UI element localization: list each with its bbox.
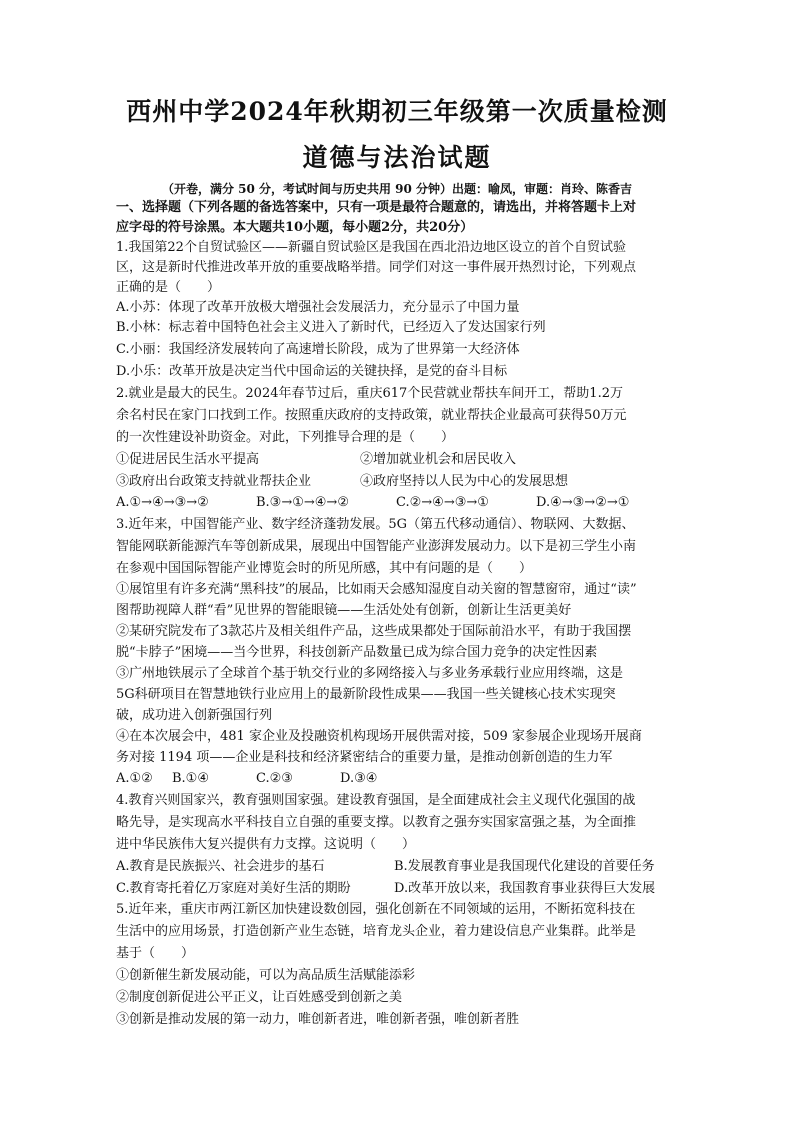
question-5-stem: 基于（ ） [116, 946, 195, 961]
question-3-option-c: C.②③ [256, 771, 293, 786]
question-2-option-d: D.④→③→②→① [536, 495, 630, 510]
question-2-option-c: C.②→④→③→① [396, 495, 489, 510]
question-3-item: ③广州地铁展示了全球首个基于轨交行业的多网络接入与多业务承载行业应用终端，这是 [116, 666, 624, 681]
question-3-item: 脱“卡脖子”困境——当今世界，科技创新产品数量已成为综合国力竞争的决定性因素 [116, 645, 598, 660]
question-3-stem: 智能网联新能源汽车等创新成果，展现出中国智能产业澎湃发展动力。以下是初三学生小南 [116, 539, 637, 554]
question-2-item: ③政府出台政策支持就业帮扶企业 [116, 474, 312, 489]
question-4-stem: 进中华民族伟大复兴提供有力支撑。这说明（ ） [116, 837, 416, 852]
question-4-stem: 4.教育兴则国家兴，教育强则国家强。建设教育强国，是全面建成社会主义现代化强国的战 [116, 793, 636, 808]
question-3-item: ①展馆里有许多充满“黑科技”的展品，比如雨天会感知湿度自动关窗的智慧窗帘，通过“读” [116, 582, 637, 597]
question-2-item: ②增加就业机会和居民收入 [360, 452, 517, 467]
question-1-stem: 区，这是新时代推进改革开放的重要战略举措。同学们对这一事件展开热烈讨论，下列观点 [116, 260, 637, 275]
exam-note: （开卷，满分 50 分，考试时间与历史共用 90 分钟）出题：喻凤，审题：肖玲、陈香吉 [161, 182, 633, 196]
question-4-options [116, 879, 688, 899]
question-3-item: 务对接 1194 项——企业是科技和经济紧密结合的重要力量，是推动创新创造的生力军 [116, 750, 613, 765]
question-5-item: ③创新是推动发展的第一动力，唯创新者进，唯创新者强，唯创新者胜 [116, 1012, 520, 1027]
question-1-option-a: A.小苏：体现了改革开放极大增强社会发展活力，充分显示了中国力量 [116, 300, 520, 315]
question-3-stem: 在参观中国国际智能产业博览会时的所见所感，其中有问题的是（ ） [116, 561, 533, 576]
section-heading: 应字母的符号涂黑。本大题共10小题，每小题2分，共20分） [116, 220, 474, 235]
question-4-options [116, 857, 688, 877]
question-4-option-d: D.改革开放以来，我国教育事业获得巨大发展 [394, 881, 656, 896]
section-heading: 一、选择题（下列各题的备选答案中，只有一项是最符合题意的，请选出，并将答题卡上对 [116, 200, 637, 215]
question-2-stem: 2.就业是最大的民生。2024年春节过后，重庆617个民营就业帮扶车间开工，帮助1.2万 [116, 386, 623, 401]
question-2-stem: 余名村民在家门口找到工作。按照重庆政府的支持政策，就业帮扶企业最高可获得50万元 [116, 408, 627, 423]
question-2-item: ④政府坚持以人民为中心的发展思想 [360, 474, 569, 489]
question-2-option-b: B.③→①→④→② [256, 495, 349, 510]
question-2-items [116, 472, 688, 492]
question-1-option-d: D.小乐：改革开放是决定当代中国命运的关键抉择，是党的奋斗目标 [116, 364, 508, 379]
question-4-option-b: B.发展教育事业是我国现代化建设的首要任务 [394, 859, 655, 874]
question-3-option-b: B.①④ [172, 771, 209, 786]
question-3-options [116, 769, 688, 789]
question-3-item: 破，成功进入创新强国行列 [116, 708, 273, 723]
question-2-stem: 的一次性建设补助资金。对此，下列推导合理的是（ ） [116, 430, 455, 445]
question-5-item: ②制度创新促进公平正义，让百姓感受到创新之美 [116, 990, 403, 1005]
question-3-item: ④在本次展会中，481 家企业及投融资机构现场开展供需对接，509 家参展企业现场开展商 [116, 729, 642, 744]
question-3-item: ②某研究院发布了3款芯片及相关组件产品，这些成果都处于国际前沿水平，有助于我国摆 [116, 624, 632, 639]
question-3-item: 图帮助视障人群“看”见世界的智能眼镜——生活处处有创新，创新让生活更美好 [116, 603, 572, 618]
question-5-item: ①创新催生新发展动能，可以为高品质生活赋能添彩 [116, 968, 416, 983]
question-3-item: 5G科研项目在智慧地铁行业应用上的最新阶段性成果——我国一些关键核心技术实现突 [116, 687, 616, 702]
question-1-option-b: B.小林：标志着中国特色社会主义进入了新时代，已经迈入了发达国家行列 [116, 320, 546, 335]
question-4-option-a: A.教育是民族振兴、社会进步的基石 [116, 859, 325, 874]
question-3-option-d: D.③④ [340, 771, 378, 786]
question-1-stem: 1.我国第22个自贸试验区——新疆自贸试验区是我国在西北沿边地区设立的首个自贸试验 [116, 240, 626, 255]
page-title: 西州中学2024年秋期初三年级第一次质量检测 [126, 97, 668, 126]
question-2-items [116, 450, 688, 470]
question-3-option-a: A.①② [116, 771, 153, 786]
question-5-stem: 生活中的应用场景，打造创新产业生态链，培育龙头企业，着力建设信息产业集群。此举是 [116, 924, 637, 939]
question-4-stem: 略先导，是实现高水平科技自立自强的重要支撑。以教育之强夯实国家富强之基，为全面推 [116, 815, 637, 830]
question-3-stem: 3.近年来，中国智能产业、数字经济蓬勃发展。5G（第五代移动通信）、物联网、大数据、 [116, 517, 635, 532]
question-1-option-c: C.小丽：我国经济发展转向了高速增长阶段，成为了世界第一大经济体 [116, 342, 520, 357]
question-4-option-c: C.教育寄托着亿万家庭对美好生活的期盼 [116, 881, 351, 896]
question-2-options [116, 493, 688, 513]
question-5-stem: 5.近年来，重庆市两江新区加快建设数创园，强化创新在不同领域的运用，不断拓宽科技在 [116, 902, 636, 917]
question-2-option-a: A.①→④→③→② [116, 495, 209, 510]
question-2-item: ①促进居民生活水平提高 [116, 452, 260, 467]
question-1-stem: 正确的是（ ） [116, 280, 221, 295]
page-subtitle: 道德与法治试题 [302, 143, 492, 172]
